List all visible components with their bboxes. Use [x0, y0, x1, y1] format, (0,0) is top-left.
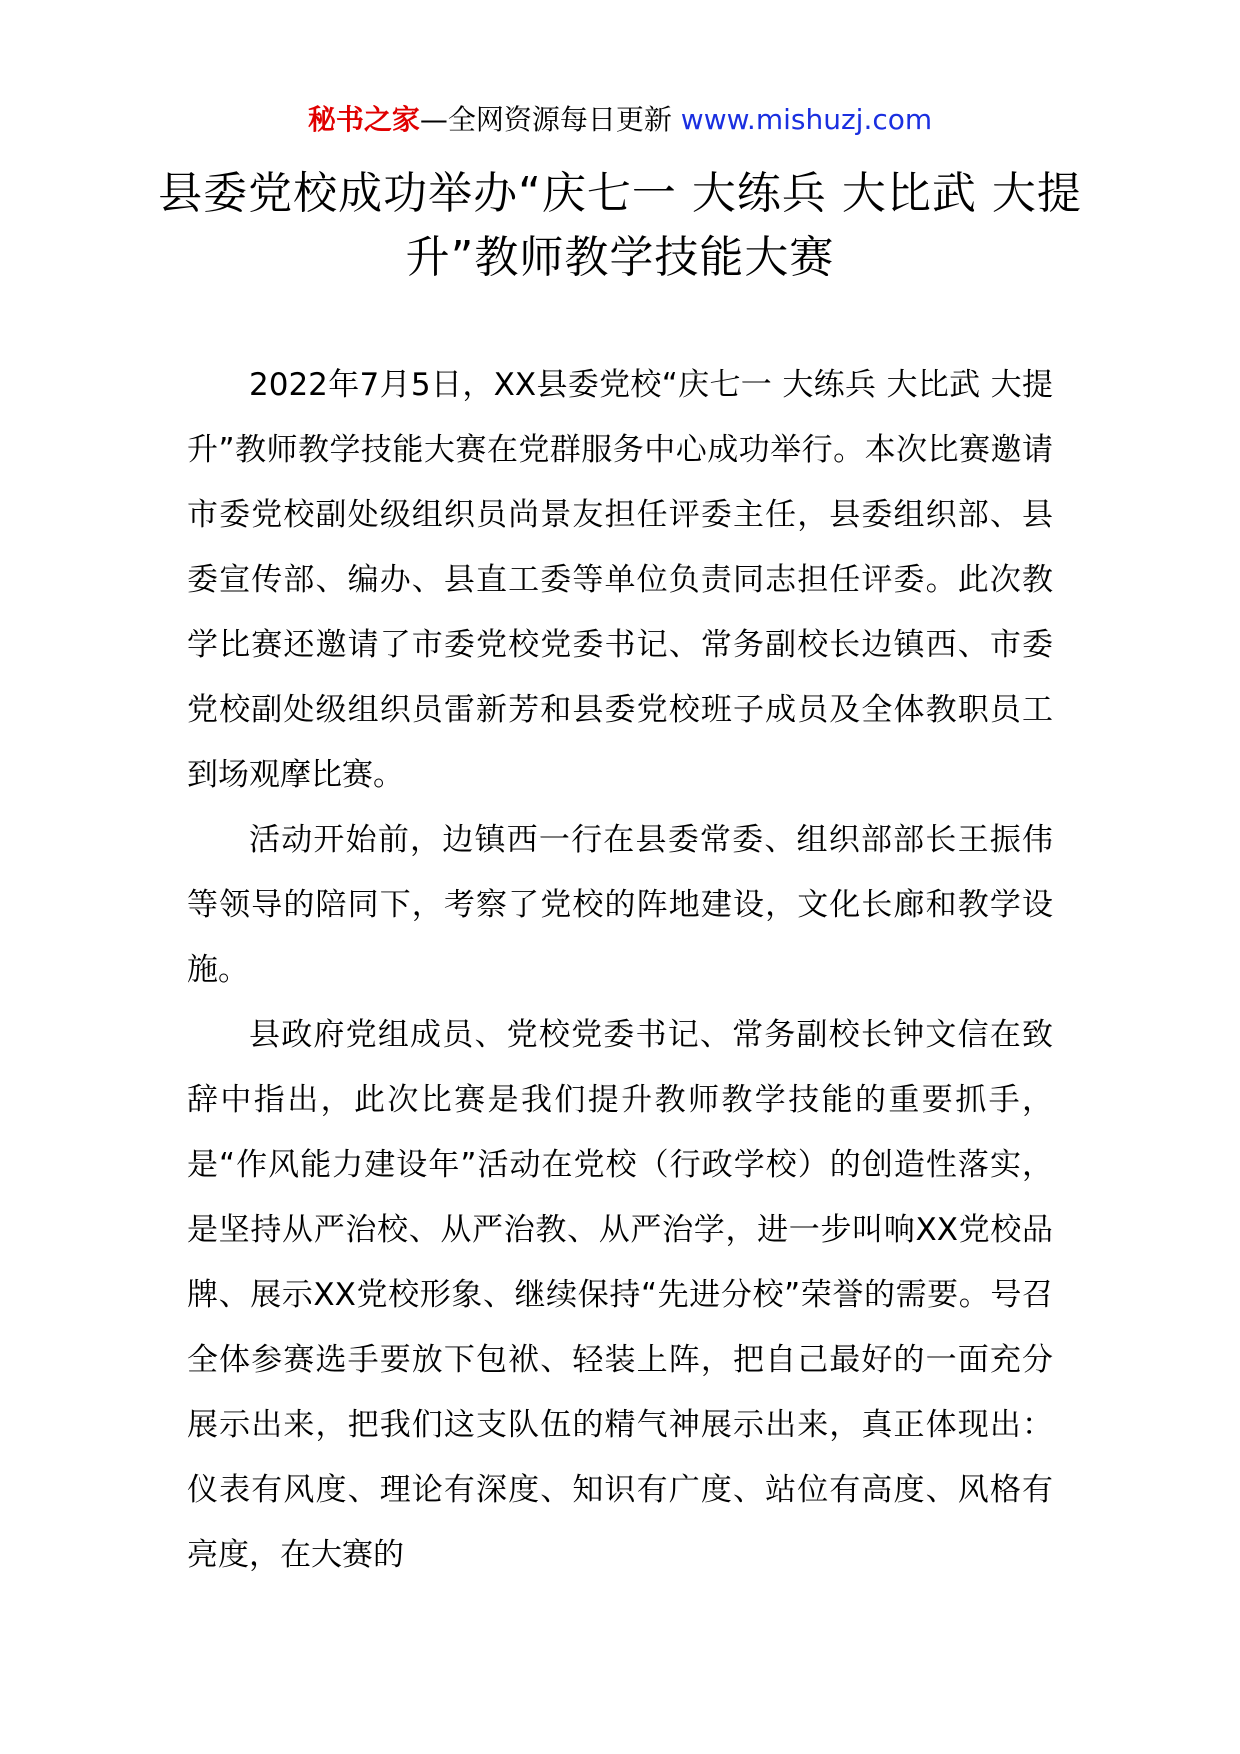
paragraph-3: 县政府党组成员、党校党委书记、常务副校长钟文信在致辞中指出，此次比赛是我们提升教师教学技能的重要抓手，是“作风能力建设年”活动在党校（行政学校）的创造性落实，是坚持从严治校、从严治教、从严治学，进一步叫响XX党校品牌、展示XX党校形象、继续保持“先进分校”荣誉的需要。号召全体参赛选手要放下包袱、轻装上阵，把自己最好的一面充分展示出来，把我们这支队伍的精气神展示出来，真正体现出：仪表有风度、理论有深度、知识有广度、站位有高度、风格有亮度，在大赛的: [187, 1017, 1053, 1573]
article-body: [187, 353, 1053, 1588]
site-brand: 秘书之家: [307, 103, 420, 136]
site-header: [0, 100, 1240, 140]
site-url-link[interactable]: www.mishuzj.com: [680, 103, 933, 136]
article-title: 县委党校成功举办“庆七一 大练兵 大比武 大提升”教师教学技能大赛: [158, 168, 1082, 283]
site-tagline: —全网资源每日更新: [419, 103, 672, 136]
paragraph-1: 2022年7月5日，XX县委党校“庆七一 大练兵 大比武 大提升”教师教学技能大赛在党群服务中心成功举行。本次比赛邀请市委党校副处级组织员尚景友担任评委主任，县委组织部、县委宣传部、编办、县直工委等单位负责同志担任评委。此次教学比赛还邀请了市委党校党委书记、常务副校长边镇西、市委党校副处级组织员雷新芳和县委党校班子成员及全体教职员工到场观摩比赛。: [187, 367, 1053, 793]
paragraph-2: 活动开始前，边镇西一行在县委常委、组织部部长王振伟等领导的陪同下，考察了党校的阵地建设，文化长廊和教学设施。: [187, 822, 1053, 988]
